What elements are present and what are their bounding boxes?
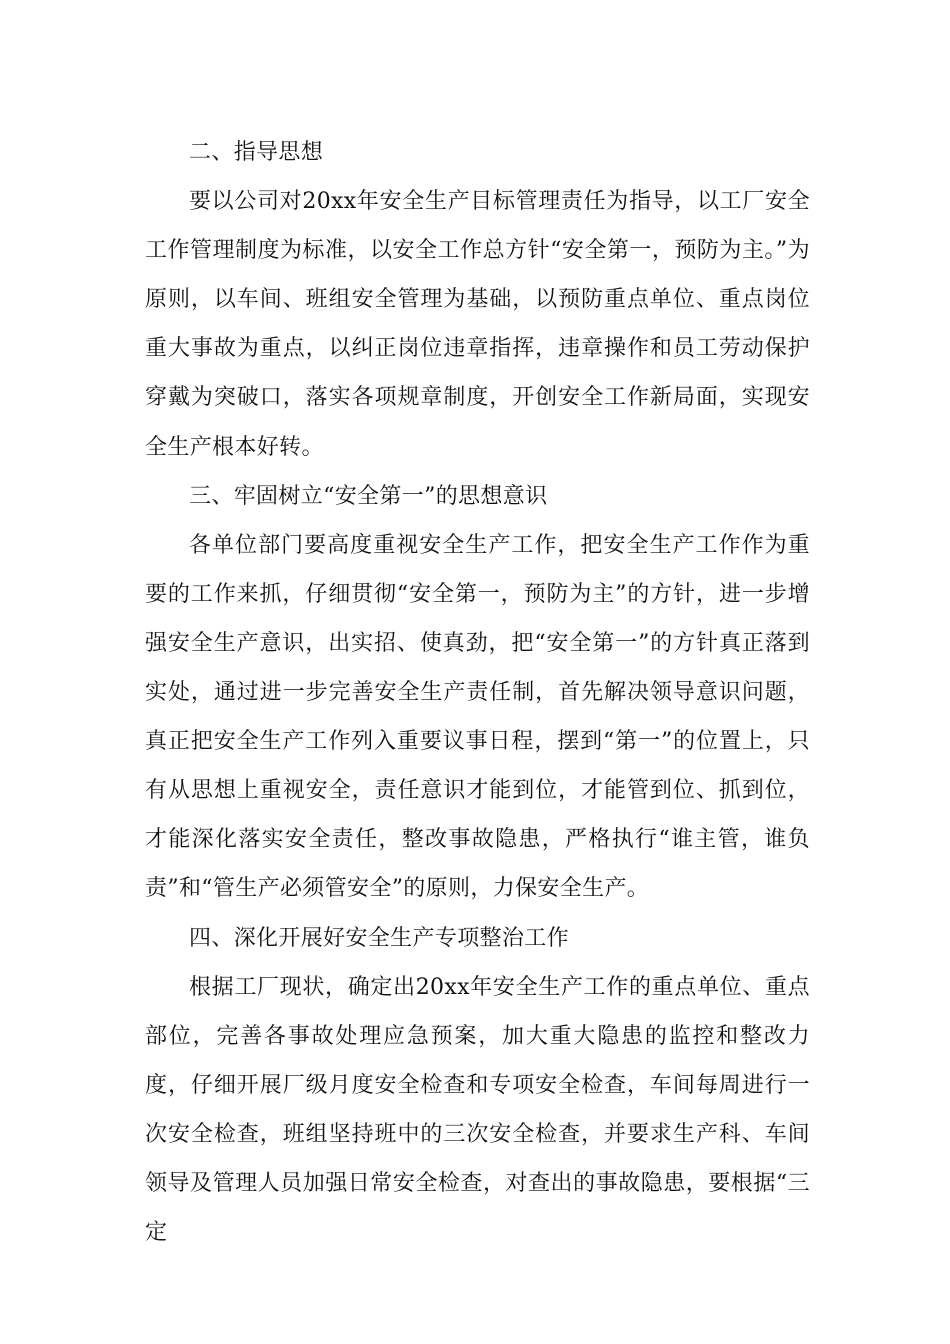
paragraph-special-rectification: 根据工厂现状，确定出20xx年安全生产工作的重点单位、重点部位，完善各事故处理应急预案，加大重大隐患的监控和整改力度，仔细开展厂级月度安全检查和专项安全检查，车间每周进行一次安全检查，班组坚持班中的三次安全检查，并要求生产科、车间领导及管理人员加强日常安全检查，对查出的事故隐患，要根据“三定 — [145, 974, 810, 1246]
section-heading-guiding-ideology: 二、指导思想 — [189, 140, 324, 165]
section-heading-special-rectification: 四、深化开展好安全生产专项整治工作 — [189, 925, 569, 951]
paragraph-safety-first-awareness: 各单位部门要高度重视安全生产工作，把安全生产工作作为重要的工作来抓，仔细贯彻“安全第一，预防为主”的方针，进一步增强安全生产意识，出实招、使真劲，把“安全第一”的方针真正落到实处，通过进一步完善安全生产责任制，首先解决领导意识问题，真正把安全生产工作列入重要议事日程，摆到“第一”的位置上，只有从思想上重视安全，责任意识才能到位，才能管到位、抓到位，才能深化落实安全责任，整改事故隐患，严格执行“谁主管，谁负责”和“管生产必须管安全”的原则，力保安全生产。 — [145, 532, 810, 902]
section-heading-safety-first-awareness: 三、牢固树立“安全第一”的思想意识 — [189, 483, 548, 509]
paragraph-guiding-ideology: 要以公司对20xx年安全生产目标管理责任为指导，以工厂安全工作管理制度为标准，以安全工作总方针“安全第一，预防为主。”为原则，以车间、班组安全管理为基础，以预防重点单位、重点岗位重大事故为重点，以纠正岗位违章指挥，违章操作和员工劳动保护穿戴为突破口，落实各项规章制度，开创安全工作新局面，实现安全生产根本好转。 — [145, 189, 810, 460]
document-body — [145, 128, 810, 1257]
